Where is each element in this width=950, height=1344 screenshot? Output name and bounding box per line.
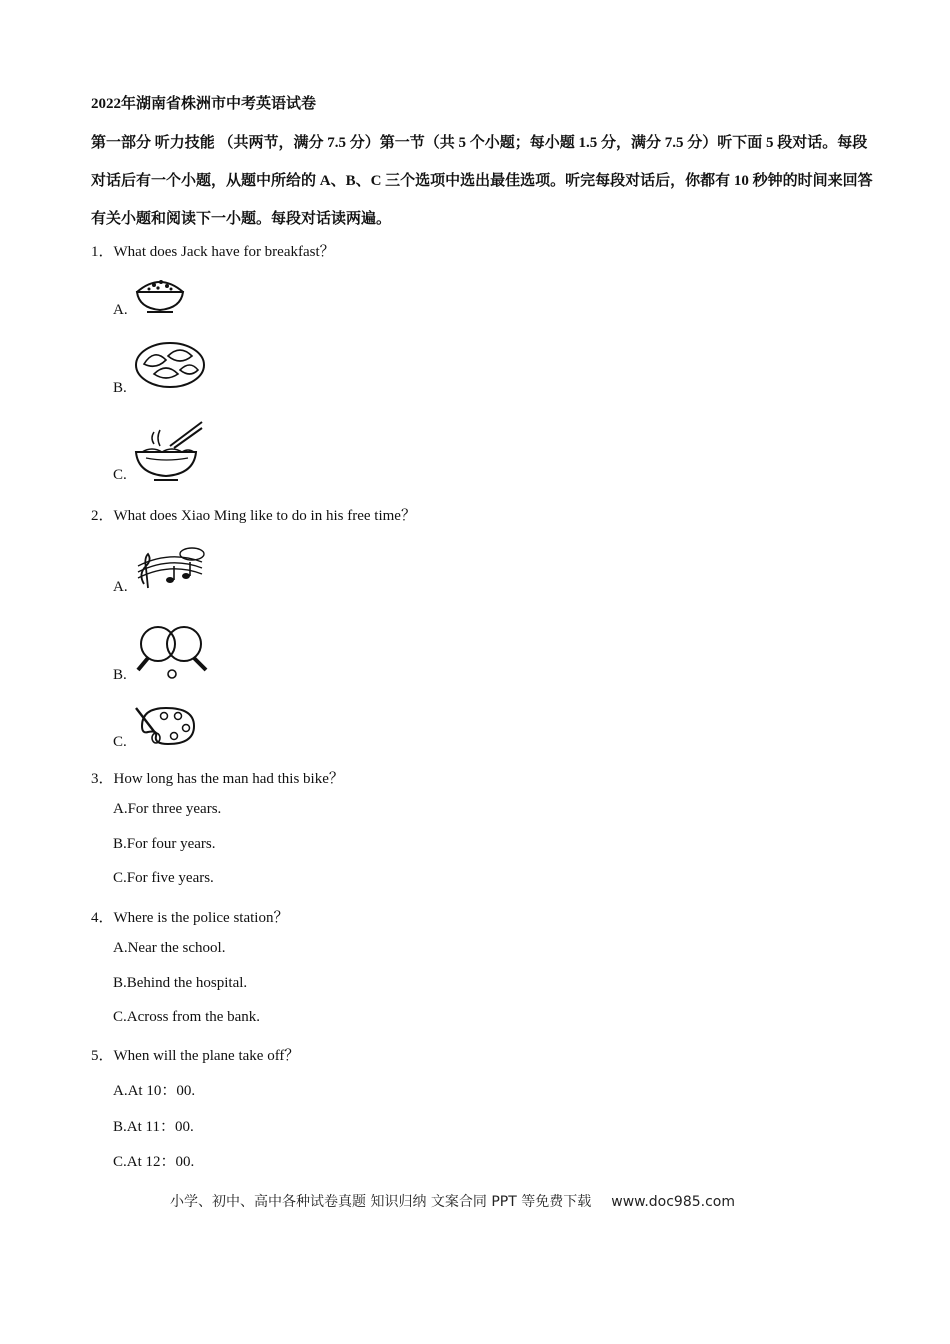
- question-1-option-c: C.: [113, 467, 127, 483]
- section-instructions: 第一部分 听力技能 （共两节，满分 7.5 分）第一节（共 5 个小题；每小题 1.5 分，满分 7.5 分）听下面 5 段对话。每段对话后有一个小题，从题中所给的 A、B、C 三个选项中选出最佳选项。听完每段对话后，你都有 10 秒钟的时间来回答有关小题和阅读下一小题。每段对话读两遍。: [91, 135, 873, 227]
- question-3-option-a: A.For three years.: [113, 801, 222, 817]
- question-4-stem: 4．Where is the police station？: [91, 910, 289, 926]
- ping-pong-paddles-icon: [134, 624, 210, 680]
- rice-bowl-icon: [134, 270, 186, 316]
- exam-title: 2022年湖南省株洲市中考英语试卷: [91, 96, 317, 112]
- footer-url-link[interactable]: www.doc985.com: [611, 1194, 735, 1210]
- question-5-option-b: B.At 11：00.: [113, 1119, 194, 1135]
- paint-palette-icon: [134, 704, 198, 748]
- question-4-option-a: A.Near the school.: [113, 940, 226, 956]
- footer-text: 小学、初中、高中各种试卷真题 知识归纳 文案合同 PPT 等免费下载: [170, 1194, 592, 1210]
- question-5-option-a: A.At 10：00.: [113, 1083, 196, 1099]
- dumplings-plate-icon: [134, 340, 206, 390]
- question-3-stem: 3．How long has the man had this bike？: [91, 771, 344, 787]
- noodles-bowl-icon: [132, 418, 204, 484]
- question-2-option-b: B.: [113, 667, 127, 683]
- question-5-stem: 5．When will the plane take off？: [91, 1048, 300, 1064]
- question-1-stem: 1．What does Jack have for breakfast？: [91, 244, 335, 260]
- question-3-option-c: C.For five years.: [113, 870, 214, 886]
- question-2-option-a: A.: [113, 579, 128, 595]
- question-3-option-b: B.For four years.: [113, 836, 216, 852]
- question-4-option-c: C.Across from the bank.: [113, 1009, 261, 1025]
- question-4-option-b: B.Behind the hospital.: [113, 975, 248, 991]
- page-footer: [170, 1191, 735, 1211]
- question-1-option-a: A.: [113, 302, 128, 318]
- question-2-stem: 2．What does Xiao Ming like to do in his free time？: [91, 508, 416, 524]
- music-notes-icon: [134, 544, 206, 596]
- question-1-option-b: B.: [113, 380, 127, 396]
- question-5-option-c: C.At 12：00.: [113, 1154, 195, 1170]
- question-2-option-c: C.: [113, 734, 127, 750]
